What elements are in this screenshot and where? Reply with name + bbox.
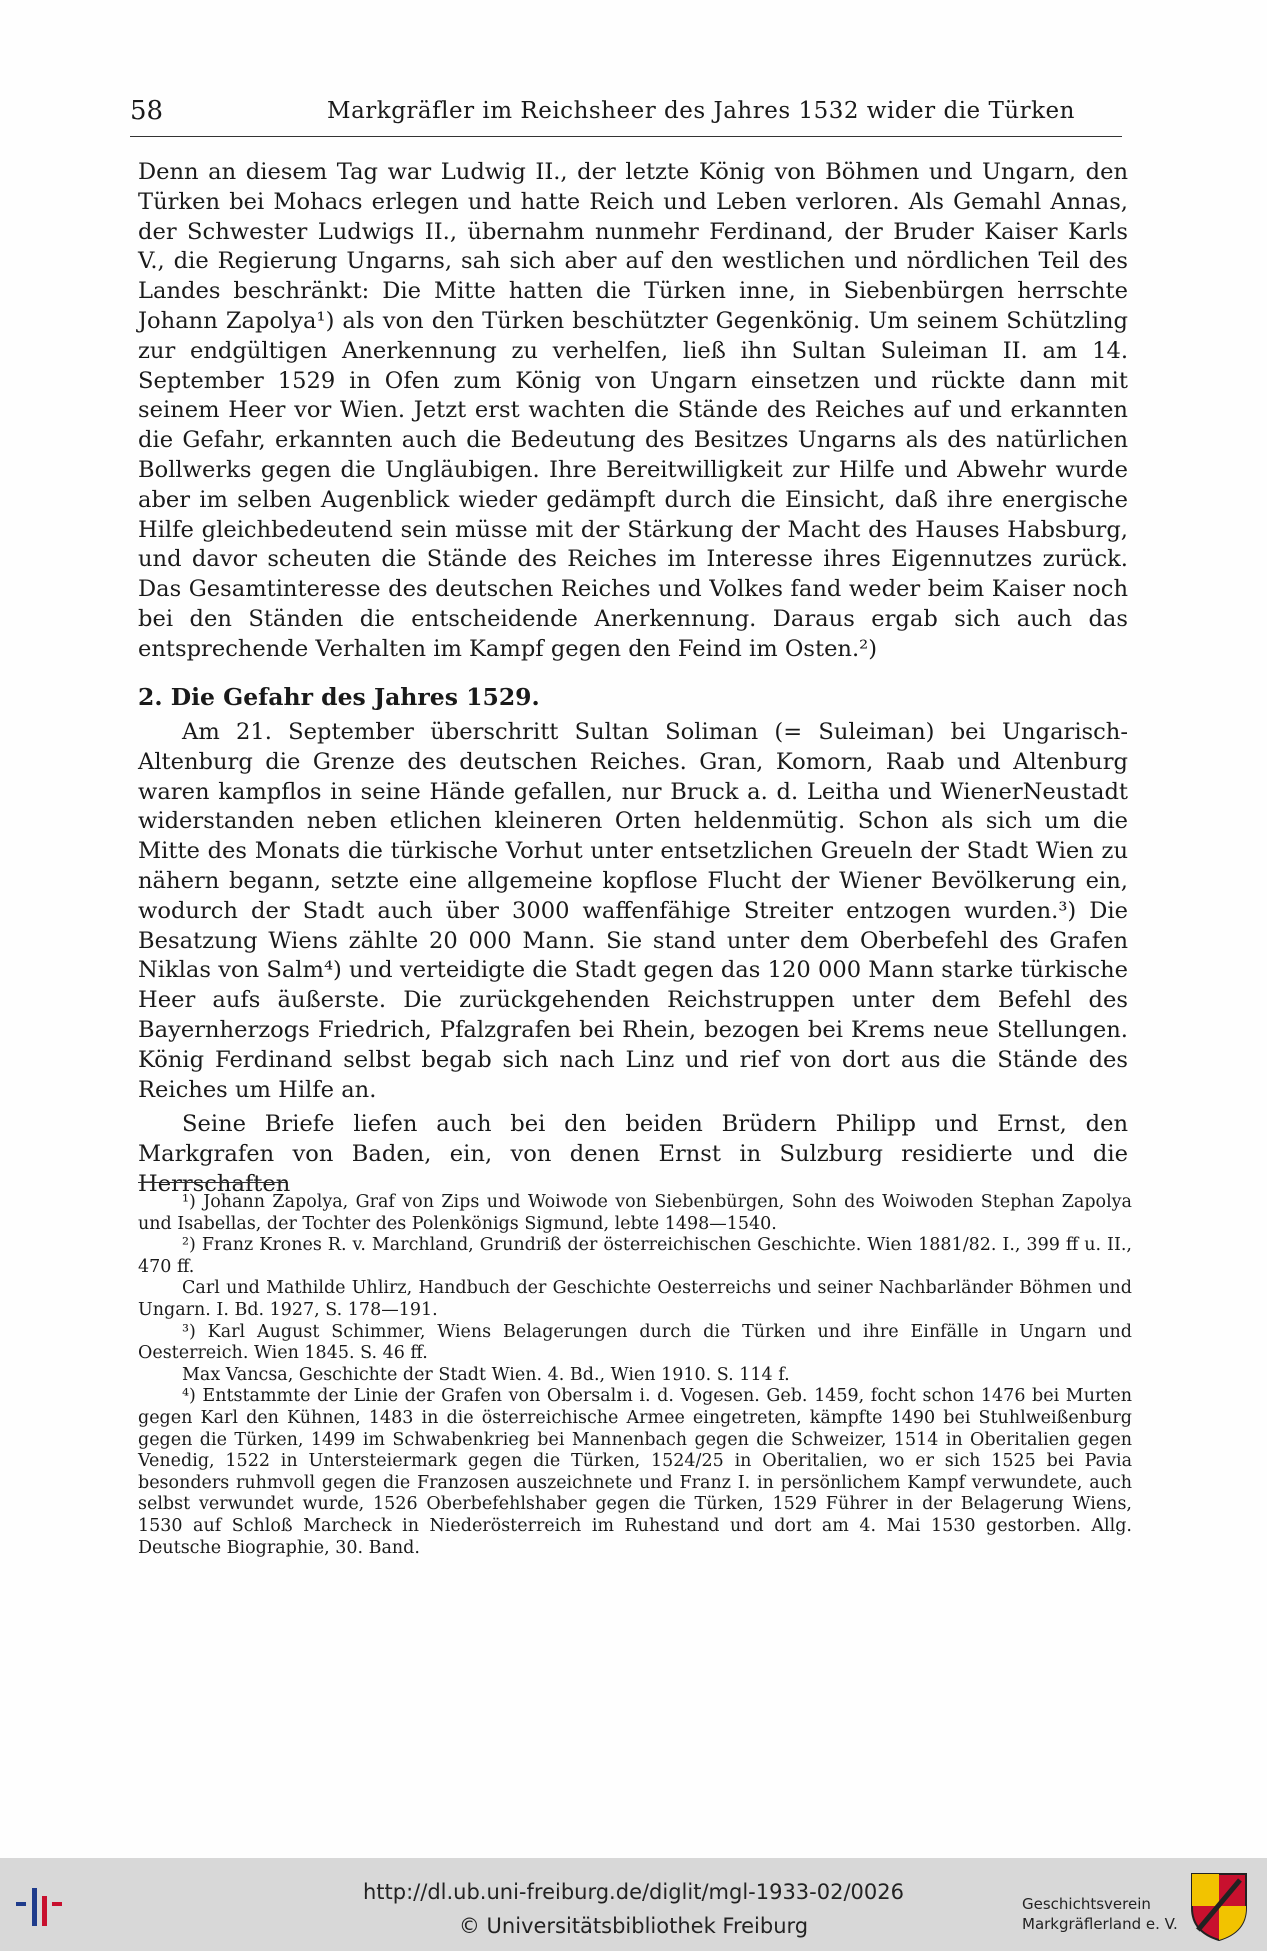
- society-name[interactable]: [1022, 1894, 1178, 1934]
- section-heading: 2. Die Gefahr des Jahres 1529.: [138, 683, 540, 711]
- footnote-divider: [138, 1182, 286, 1183]
- page-number: 58: [130, 96, 164, 126]
- footnote-1: ¹) Johann Zapolya, Graf von Zips und Woiwode von Siebenbürgen, Sohn des Woiwoden Stephan Zapolya und Isabellas, der Tochter des Polenkönigs Sigmund, lebte 1498—1540.: [138, 1192, 1132, 1234]
- paragraph-2: Am 21. September überschritt Sultan Soliman (= Suleiman) bei Ungarisch-Altenburg die Grenze des deutschen Reiches. Gran, Komorn, Raab und Altenburg waren kampflos in seine Hände gefallen, nur Bruck a. d. Leitha und WienerNeustadt widerstanden neben etlichen kleineren Orten heldenmütig. Schon als sich um die Mitte des Monats die türkische Vorhut unter entsetzlichen Greueln der Stadt Wien zu nähern begann, setzte eine allgemeine kopflose Flucht der Wiener Bevölkerung ein, wodurch der Stadt auch über 3000 waffenfähige Streiter entzogen wurden.³) Die Besatzung Wiens zählte 20 000 Mann. Sie stand unter dem Oberbefehl des Grafen Niklas von Salm⁴) und verteidigte die Stadt gegen das 120 000 Mann starke türkische Heer aufs äußerste. Die zurückgehenden Reichstruppen unter dem Befehl des Bayernherzogs Friedrich, Pfalzgrafen bei Rhein, bezogen bei Krems neue Stellungen. König Ferdinand selbst begab sich nach Linz und rief von dort aus die Stände des Reiches um Hilfe an.: [138, 719, 1128, 1103]
- footer-bar: [0, 1858, 1267, 1951]
- page-header: [130, 92, 1122, 137]
- society-line-1: Geschichtsverein: [1022, 1895, 1151, 1913]
- coat-of-arms-icon[interactable]: [1188, 1870, 1250, 1942]
- footnote-3-cont: Max Vancsa, Geschichte der Stadt Wien. 4. Bd., Wien 1910. S. 114 f.: [182, 1364, 790, 1385]
- footnote-2-cont: Carl und Mathilde Uhlirz, Handbuch der Geschichte Oesterreichs und seiner Nachbarländer Böhmen und Ungarn. I. Bd. 1927, S. 178—191.: [138, 1278, 1132, 1320]
- source-url-link[interactable]: http://dl.ub.uni-freiburg.de/diglit/mgl-1933-02/0026: [362, 1880, 904, 1904]
- footnotes: [138, 1192, 1132, 1559]
- copyright-text: © Universitätsbibliothek Freiburg: [458, 1914, 809, 1938]
- running-head: Markgräfler im Reichsheer des Jahres 1532 wider die Türken: [327, 98, 1075, 124]
- society-line-2: Markgräflerland e. V.: [1022, 1915, 1178, 1933]
- footnote-2: ²) Franz Krones R. v. Marchland, Grundriß der österreichischen Geschichte. Wien 1881/82. I., 399 ff u. II., 470 ff.: [138, 1235, 1132, 1277]
- paragraph-1: Denn an diesem Tag war Ludwig II., der letzte König von Böhmen und Ungarn, den Türken bei Mohacs erlegen und hatte Reich und Leben verloren. Als Gemahl Annas, der Schwester Ludwigs II., übernahm nunmehr Ferdinand, der Bruder Kaiser Karls V., die Regierung Ungarns, sah sich aber auf den westlichen und nördlichen Teil des Landes beschränkt: Die Mitte hatten die Türken inne, in Siebenbürgen herrschte Johann Zapolya¹) als von den Türken beschützter Gegenkönig. Um seinem Schützling zur endgültigen Anerkennung zu verhelfen, ließ ihn Sultan Suleiman II. am 14. September 1529 in Ofen zum König von Ungarn einsetzen und rückte dann mit seinem Heer vor Wien. Jetzt erst wachten die Stände des Reiches auf und erkannten die Gefahr, erkannten auch die Bedeutung des Besitzes Ungarns als des natürlichen Bollwerks gegen die Ungläubigen. Ihre Bereitwilligkeit zur Hilfe und Abwehr wurde aber im selben Augenblick wieder gedämpft durch die Einsicht, daß ihre energische Hilfe gleichbedeutend sein müsse mit der Stärkung der Macht des Hauses Habsburg, und davor scheuten die Stände des Reiches im Interesse ihres Eigennutzes zurück. Das Gesamtinteresse des deutschen Reiches und Volkes fand weder beim Kaiser noch bei den Ständen die entscheidende Anerkennung. Daraus ergab sich auch das entsprechende Verhalten im Kampf gegen den Feind im Osten.²): [138, 159, 1128, 662]
- footnote-3: ³) Karl August Schimmer, Wiens Belagerungen durch die Türken und ihre Einfälle in Ungarn und Oesterreich. Wien 1845. S. 46 ff.: [138, 1321, 1132, 1364]
- footnote-4: ⁴) Entstammte der Linie der Grafen von Obersalm i. d. Vogesen. Geb. 1459, focht schon 1476 bei Murten gegen Karl den Kühnen, 1483 in die österreichische Armee eingetreten, kämpfte 1490 bei Stuhlweißenburg gegen die Türken, 1499 im Schwabenkrieg bei Mannenbach gegen die Schweizer, 1514 in Oberitalien gegen Venedig, 1522 in Untersteiermark gegen die Türken, 1524/25 in Oberitalien, wo er sich 1525 bei Pavia besonders ruhmvoll gegen die Franzosen auszeichnete und Franz I. in persönlichem Kampf verwundete, auch selbst verwundet wurde, 1526 Oberbefehlshaber gegen die Türken, 1529 Führer in der Belagerung Wiens, 1530 auf Schloß Marcheck in Niederösterreich im Ruhestand und dort am 4. Mai 1530 gestorben. Allg. Deutsche Biographie, 30. Band.: [138, 1386, 1132, 1558]
- paragraph-3: Seine Briefe liefen auch bei den beiden Brüdern Philipp und Ernst, den Markgrafen von Baden, ein, von denen Ernst in Sulzburg residierte und die Herrschaften: [138, 1111, 1128, 1197]
